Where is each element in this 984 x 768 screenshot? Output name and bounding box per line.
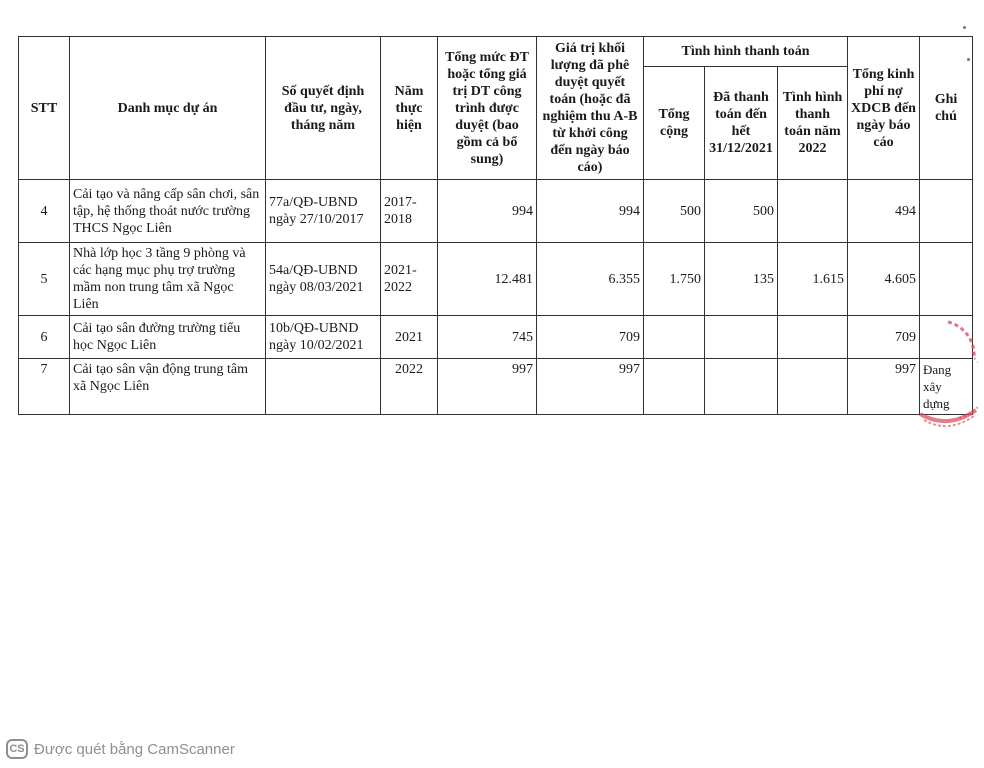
watermark-text: Được quét bằng CamScanner (34, 740, 235, 758)
row-total-investment: 994 (438, 180, 537, 243)
header-total-debt: Tổng kinh phí nợ XDCB đến ngày báo cáo (848, 37, 920, 180)
camscanner-logo-icon: CS (6, 739, 28, 759)
table-row (19, 316, 973, 359)
row-approved-volume: 6.355 (537, 243, 644, 316)
row-year: 2021 (381, 316, 438, 359)
row-notes (920, 243, 973, 316)
row-decision: 54a/QĐ-UBND ngày 08/03/2021 (266, 243, 381, 316)
header-approved-volume: Giá trị khối lượng đã phê duyệt quyết toán (hoặc đã nghiệm thu A-B từ khởi công đến ngày báo cáo) (537, 37, 644, 180)
project-table (18, 36, 973, 415)
table-row (19, 243, 973, 316)
header-project-list: Danh mục dự án (70, 37, 266, 180)
table-row (19, 359, 973, 415)
row-project-name: Cải tạo sân đường trường tiểu học Ngọc Liên (70, 316, 266, 359)
header-decision-number: Số quyết định đầu tư, ngày, tháng năm (266, 37, 381, 180)
row-paid-to-2021: 500 (705, 180, 778, 243)
row-total (644, 359, 705, 415)
row-payment-2022 (778, 359, 848, 415)
header-stt: STT (19, 37, 70, 180)
table-row (19, 180, 973, 243)
header-payment-status: Tình hình thanh toán (644, 37, 848, 67)
row-debt: 4.605 (848, 243, 920, 316)
row-decision: 10b/QĐ-UBND ngày 10/02/2021 (266, 316, 381, 359)
row-project-name: Cải tạo và nâng cấp sân chơi, sân tập, hệ thống thoát nước trường THCS Ngọc Liên (70, 180, 266, 243)
row-year: 2017-2018 (381, 180, 438, 243)
header-total-investment: Tổng mức ĐT hoặc tổng giá trị DT công trình được duyệt (bao gồm cả bổ sung) (438, 37, 537, 180)
scan-speck-icon (967, 58, 970, 61)
row-debt: 709 (848, 316, 920, 359)
row-total-investment: 745 (438, 316, 537, 359)
row-stt: 5 (19, 243, 70, 316)
row-paid-to-2021: 135 (705, 243, 778, 316)
row-year: 2021-2022 (381, 243, 438, 316)
header-implementation-year: Năm thực hiện (381, 37, 438, 180)
camscanner-watermark (6, 738, 235, 760)
row-decision: 77a/QĐ-UBND ngày 27/10/2017 (266, 180, 381, 243)
row-total-investment: 997 (438, 359, 537, 415)
row-payment-2022 (778, 316, 848, 359)
row-total (644, 316, 705, 359)
row-stt: 4 (19, 180, 70, 243)
row-paid-to-2021 (705, 359, 778, 415)
row-paid-to-2021 (705, 316, 778, 359)
header-payment-2022: Tình hình thanh toán năm 2022 (778, 67, 848, 180)
header-notes: Ghi chú (920, 37, 973, 180)
row-payment-2022: 1.615 (778, 243, 848, 316)
scan-speck-icon (963, 26, 966, 29)
row-approved-volume: 709 (537, 316, 644, 359)
row-notes (920, 180, 973, 243)
row-approved-volume: 997 (537, 359, 644, 415)
row-decision (266, 359, 381, 415)
row-stt: 6 (19, 316, 70, 359)
row-debt: 997 (848, 359, 920, 415)
row-debt: 494 (848, 180, 920, 243)
row-payment-2022 (778, 180, 848, 243)
row-total: 500 (644, 180, 705, 243)
header-total: Tổng cộng (644, 67, 705, 180)
row-project-name: Nhà lớp học 3 tầng 9 phòng và các hạng mục phụ trợ trường mầm non trung tâm xã Ngọc Liên (70, 243, 266, 316)
row-stt: 7 (19, 359, 70, 415)
row-total-investment: 12.481 (438, 243, 537, 316)
header-paid-to-2021: Đã thanh toán đến hết 31/12/2021 (705, 67, 778, 180)
row-total: 1.750 (644, 243, 705, 316)
row-notes: Đang xây dựng (920, 359, 973, 415)
row-approved-volume: 994 (537, 180, 644, 243)
row-project-name: Cải tạo sân vận động trung tâm xã Ngọc Liên (70, 359, 266, 415)
row-year: 2022 (381, 359, 438, 415)
red-stamp-icon (918, 318, 978, 438)
